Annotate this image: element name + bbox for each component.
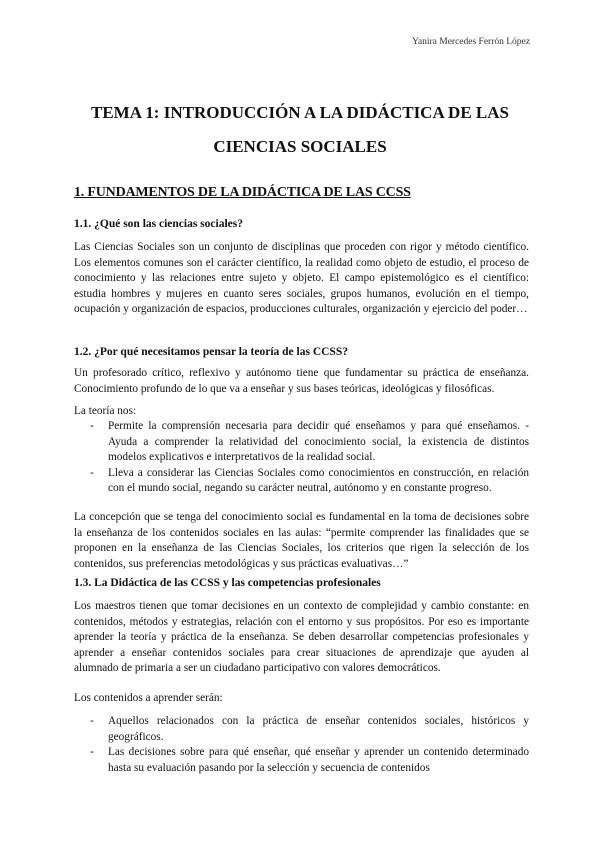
list-item: - Lleva a considerar las Ciencias Sociales como conocimientos en construcción, en relación con el mundo social, negando su carácter neutral, autónomo y en constante progreso. <box>90 466 529 494</box>
section-1-1-paragraph: Las Ciencias Sociales son un conjunto de disciplinas que proceden con rigor y método científico. Los elementos comunes son el carácter científico, la realidad como objeto de estudio, el proceso de conocimiento y las relaciones entre sujeto y objeto. El campo epistemológico es el científico: estudia hombres y mujeres en cuanto seres sociales, grupos humanos, evolución en el tiempo, ocupación y organización de espacios, producciones culturales, organización y ejercicio del poder… <box>74 241 529 315</box>
section-1-3-intro: Los contenidos a aprender serán: <box>74 692 223 704</box>
section-1-3-paragraph: Los maestros tienen que tomar decisiones en un contexto de complejidad y cambio constante: en contenidos, métodos y estrategias, relación con el entorno y sus propósitos. Por eso es importante aprender la teoría y práctica de la enseñanza. Se deben desarrollar competencias profesionales y aprender a enseñar contenidos sociales para crear situaciones de aprendizaje que ayuden al alumnado de primaria a ser un ciudadano participativo con valores democráticos. <box>74 600 529 674</box>
list-item: - Permite la comprensión necesaria para decidir qué enseñamos y para qué enseñamos. - Ayuda a comprender la relatividad del conocimiento social, la existencia de distintos modelos explicativos e interpretativos de la realidad social. <box>90 420 529 463</box>
section-1-2-heading: 1.2. ¿Por qué necesitamos pensar la teoría de las CCSS? <box>74 346 348 358</box>
section-1-2-paragraph-2: La concepción que se tenga del conocimiento social es fundamental en la toma de decisiones sobre la enseñanza de los contenidos sociales en las aulas: “permite comprender las finalidades que se proponen en la enseñanza de las Ciencias Sociales, los criterios que rigen la selección de los contenidos, sus preferencias metodológicas y sus prácticas evaluativas…” <box>74 511 529 570</box>
section-1-2-intro: La teoría nos: <box>74 405 137 417</box>
title-line-1: TEMA 1: INTRODUCCIÓN A LA DIDÁCTICA DE LAS <box>91 103 509 122</box>
section-1-3-list <box>74 714 529 776</box>
section-1-1-heading: 1.1. ¿Qué son las ciencias sociales? <box>74 218 243 230</box>
section-1-2-list <box>74 419 529 497</box>
document-title <box>70 96 530 164</box>
list-item: - Las decisiones sobre para qué enseñar, qué enseñar y aprender un contenido determinado hasta su evaluación pasando por la selección y secuencia de contenidos <box>90 746 529 774</box>
section-1-3-heading: 1.3. La Didáctica de las CCSS y las competencias profesionales <box>74 577 381 589</box>
title-line-2: CIENCIAS SOCIALES <box>213 137 387 156</box>
section-1-2-paragraph-1: Un profesorado crítico, reflexivo y autónomo tiene que fundamentar su práctica de enseñanza. Conocimiento profundo de lo que va a enseñar y sus bases teóricas, ideológicas y filosóficas. <box>74 367 529 395</box>
section-1-heading: 1. FUNDAMENTOS DE LA DIDÁCTICA DE LAS CCSS <box>74 185 411 200</box>
list-item: - Aquellos relacionados con la práctica de enseñar contenidos sociales, históricos y geográficos. <box>90 715 529 743</box>
author-header: Yanira Mercedes Ferrón López <box>411 37 530 47</box>
